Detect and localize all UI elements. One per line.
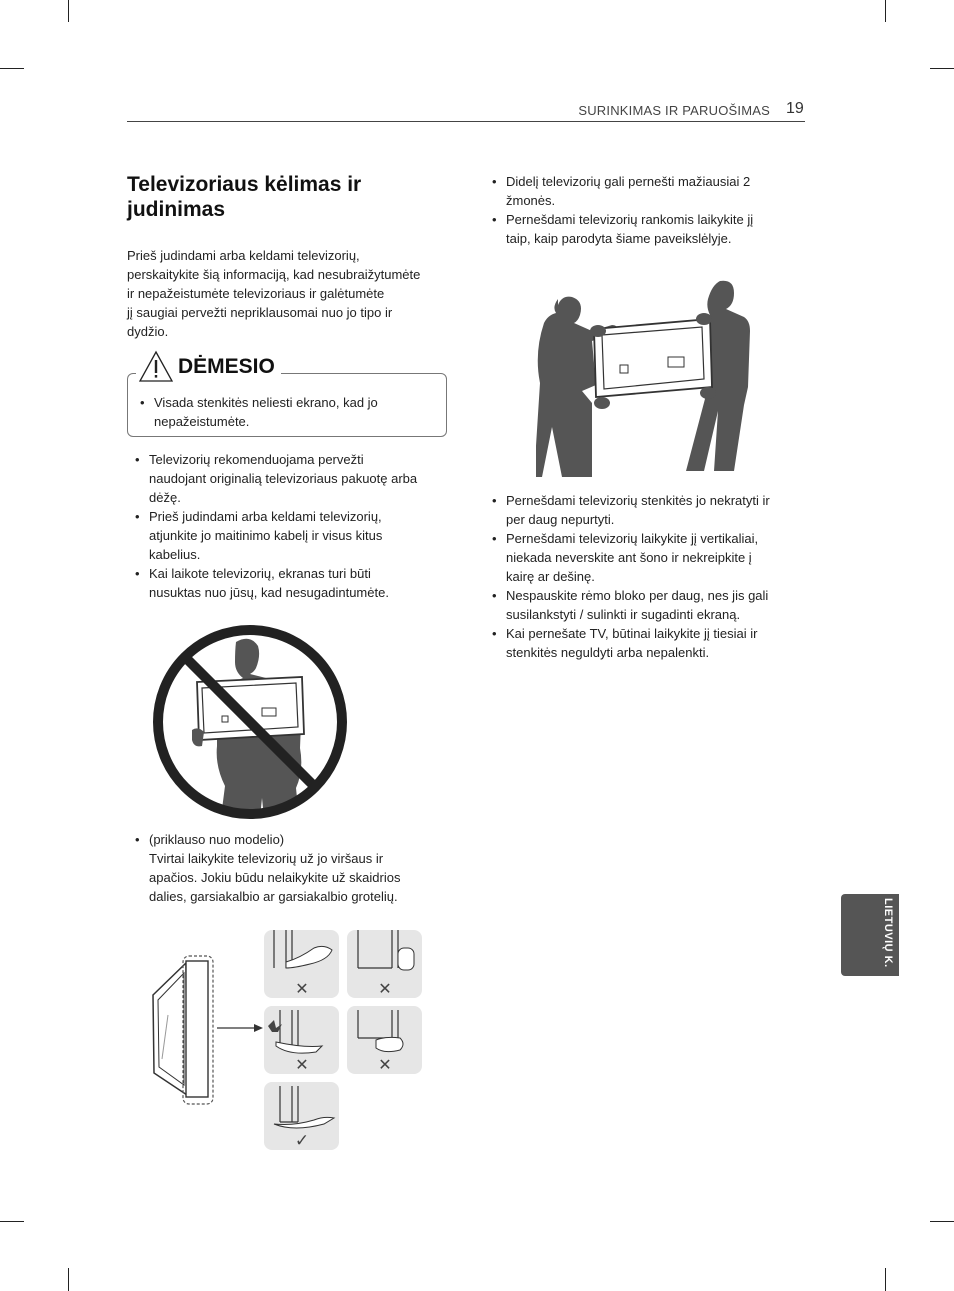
- left-bullet-list: [135, 450, 455, 602]
- page-title: Televizoriaus kėlimas ir judinimas: [127, 173, 362, 221]
- crop-mark: [68, 1268, 69, 1291]
- intro-paragraph: [127, 246, 452, 341]
- list-item: • Nespauskite rėmo bloko per daug, nes jis gali susilankstyti / sulinkti ir sugadinti ekraną.: [492, 586, 802, 624]
- cross-mark-icon: ✕: [295, 1055, 309, 1074]
- header-rule: [127, 121, 805, 122]
- language-tab-label: LIETUVIŲ K.: [882, 898, 894, 968]
- two-people-carry-illustration: [536, 275, 758, 477]
- page-number: 19: [786, 100, 804, 117]
- running-header: SURINKIMAS IR PARUOŠIMAS: [578, 103, 770, 118]
- caution-list: [140, 393, 440, 431]
- list-item: • (priklauso nuo modelio) Tvirtai laikykite televizorių už jo viršaus ir apačios. Jokiu būdu nelaikykite už skaidrios dalies, garsiakalbio ar garsiakalbio grotelių.: [135, 830, 455, 906]
- list-item: • Pernešdami televizorių stenkitės jo nekratyti ir per daug nepurtyti.: [492, 491, 802, 529]
- check-mark-icon: ✓: [294, 1131, 310, 1151]
- language-tab: [841, 894, 899, 976]
- cross-mark-icon: ✕: [378, 979, 392, 998]
- crop-mark: [930, 68, 954, 69]
- caution-label: DĖMESIO: [178, 355, 275, 378]
- right-top-bullet-list: [492, 172, 802, 248]
- caution-heading: [136, 350, 281, 384]
- intro-line: perskaitykite šią informaciją, kad nesubraižytumėte: [127, 267, 421, 282]
- list-item: • Pernešdami televizorių laikykite jį vertikaliai, niekada neverskite ant šono ir nekreipkite į kairę ar dešinę.: [492, 529, 802, 586]
- intro-line: ir nepažeistumėte televizoriaus ir galėtumėte: [127, 286, 385, 301]
- list-item: • Pernešdami televizorių rankomis laikykite jį taip, kaip parodyta šiame paveikslėlyje.: [492, 210, 802, 248]
- crop-mark: [0, 1221, 24, 1222]
- grip-tiles: [262, 928, 426, 1152]
- cross-mark-icon: ✕: [295, 979, 309, 998]
- list-item: • Kai laikote televizorių, ekranas turi būti nusuktas nuo jūsų, kad nesugadintumėte.: [135, 564, 455, 602]
- prohibited-carry-illustration: [150, 622, 350, 822]
- intro-line: Prieš judindami arba keldami televizorių,: [127, 248, 360, 263]
- list-item: • Kai pernešate TV, būtinai laikykite jį tiesiai ir stenkitės neguldyti arba nepalenkti.: [492, 624, 802, 662]
- crop-mark: [68, 0, 69, 22]
- cross-mark-icon: ✕: [378, 1055, 392, 1074]
- intro-line: jį saugiai pervežti nepriklausomai nuo jo tipo ir: [127, 305, 393, 320]
- warning-triangle-icon: [138, 350, 174, 384]
- list-item: • Televizorių rekomenduojama pervežti naudojant originalią televizoriaus pakuotę arba dėžę.: [135, 450, 455, 507]
- crop-mark: [885, 1268, 886, 1291]
- arrow-right-icon: [216, 1021, 264, 1035]
- caution-item: • Visada stenkitės neliesti ekrano, kad jo nepažeistumėte.: [140, 393, 440, 431]
- crop-mark: [885, 0, 886, 22]
- crop-mark: [0, 68, 24, 69]
- model-note: [135, 830, 455, 906]
- right-bottom-bullet-list: [492, 491, 802, 662]
- list-item: • Prieš judindami arba keldami televizorių, atjunkite jo maitinimo kabelį ir visus kitus kabelius.: [135, 507, 455, 564]
- intro-line: dydžio.: [127, 324, 169, 339]
- crop-mark: [930, 1221, 954, 1222]
- tv-side-illustration: [150, 955, 220, 1107]
- list-item: • Didelį televizorių gali pernešti mažiausiai 2 žmonės.: [492, 172, 802, 210]
